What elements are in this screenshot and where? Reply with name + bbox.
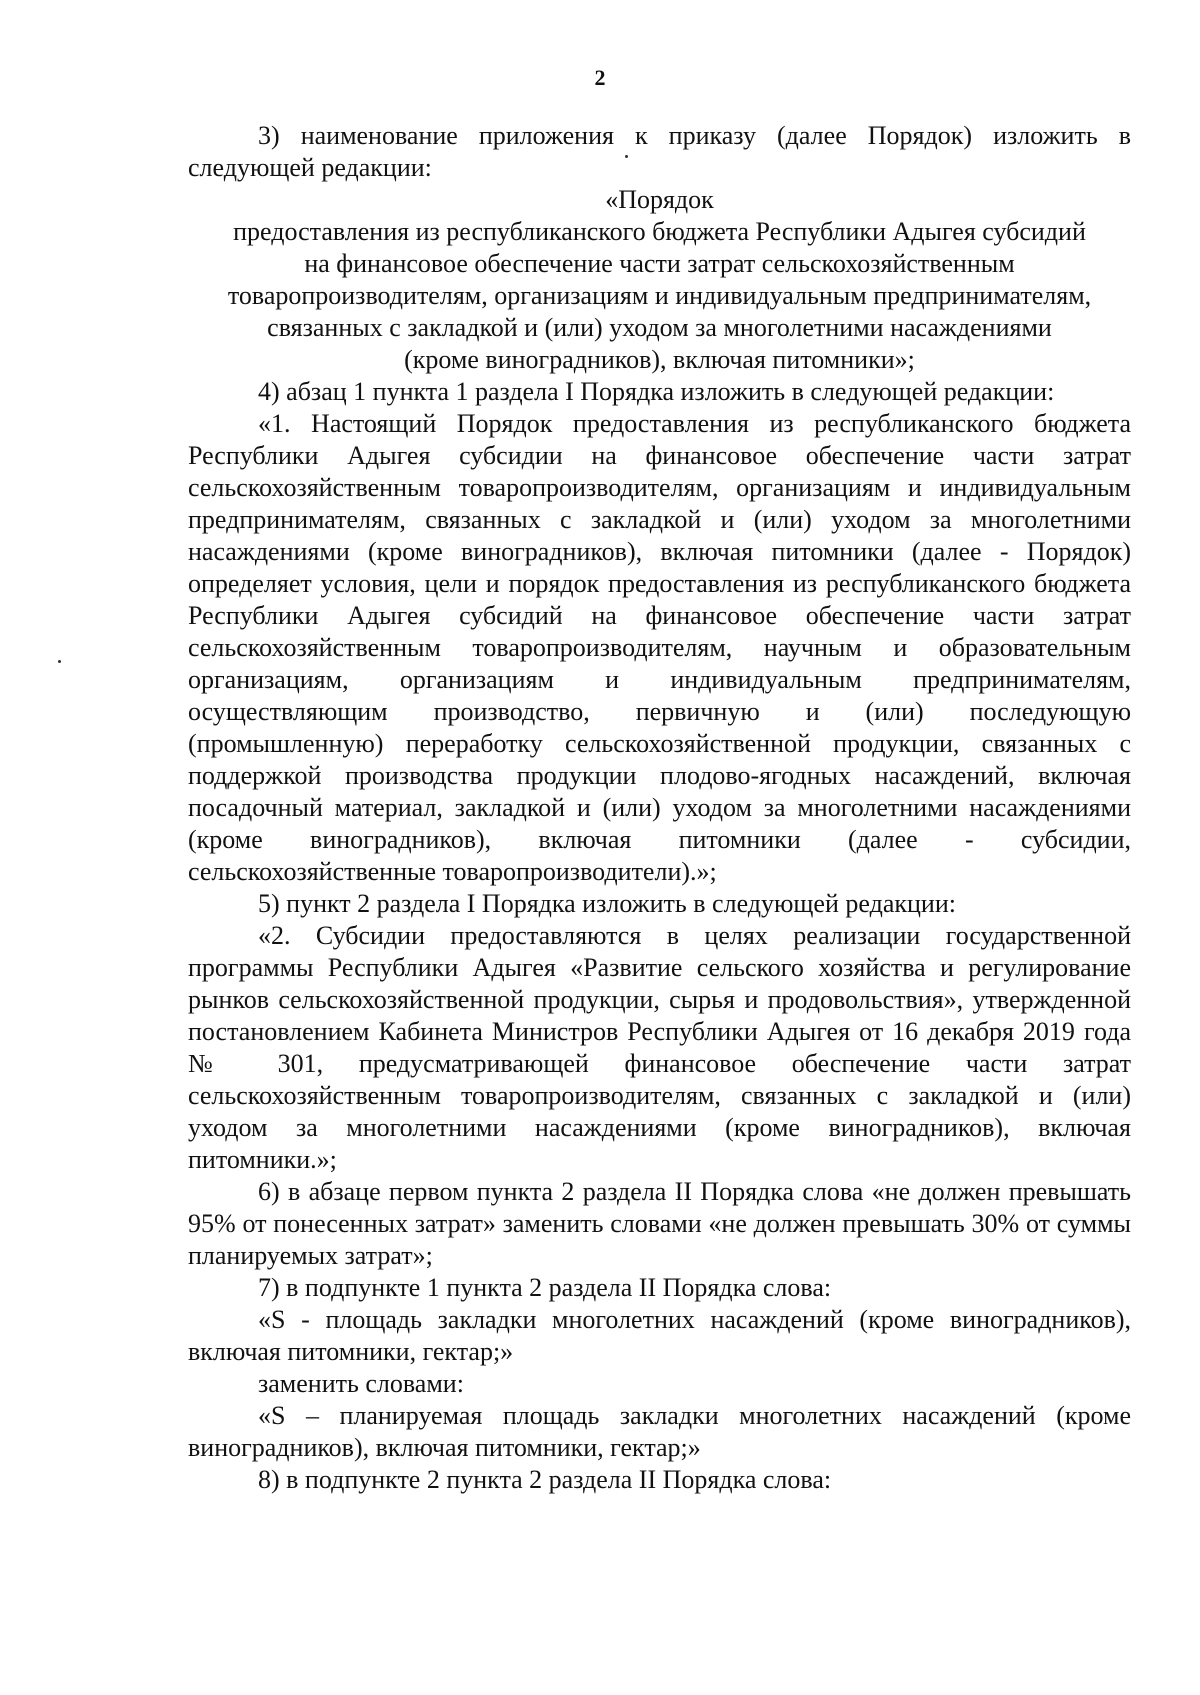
item-7-old-wording: «S - площадь закладки многолетних насаждений (кроме виноградников), включая питомники, гектар;» xyxy=(188,1305,1131,1366)
procedure-title-line-3: товаропроизводителям, организациям и индивидуальным предпринимателям, xyxy=(227,281,1092,310)
item-3-intro: 3) наименование приложения к приказу (далее Порядок) изложить в следующей редакции: xyxy=(188,121,1131,182)
item-8-intro: 8) в подпункте 2 пункта 2 раздела II Порядка слова: xyxy=(258,1465,832,1494)
procedure-title-open: «Порядок xyxy=(605,185,714,214)
item-7-new-wording: «S – планируемая площадь закладки многолетних насаждений (кроме виноградников), включая питомники, гектар;» xyxy=(188,1401,1131,1462)
procedure-title-line-4: связанных с закладкой и (или) уходом за многолетними насаждениями xyxy=(267,313,1052,342)
item-4-text: «1. Настоящий Порядок предоставления из республиканского бюджета Республики Адыгея субсидии на финансовое обеспечение части затрат сельскохозяйственным товаропроизводителям, организациям и индивидуальным предпринимателям, связанных с закладкой и (или) уходом за многолетними насаждениями (кроме виноградников), включая питомники (далее - Порядок) определяет условия, цели и порядок предоставления из республиканского бюджета Республики Адыгея субсидий на финансовое обеспечение части затрат сельскохозяйственным товаропроизводителям, научным и образовательным организациям, организациям и индивидуальным предпринимателям, осуществляющим производство, первичную и (или) последующую (промышленную) переработку сельскохозяйственной продукции, связанных с поддержкой производства продукции плодово-ягодных насаждений, включая посадочный материал, закладкой и (или) уходом за многолетними насаждениями (кроме виноградников), включая питомники (далее - субсидии, сельскохозяйственные товаропроизводители).»; xyxy=(188,409,1131,886)
scan-speck xyxy=(58,660,61,663)
item-7-intro: 7) в подпункте 1 пункта 2 раздела II Порядка слова: xyxy=(258,1273,832,1302)
procedure-title-line-1: предоставления из республиканского бюджета Республики Адыгея субсидий xyxy=(233,217,1086,246)
item-5-intro: 5) пункт 2 раздела I Порядка изложить в следующей редакции: xyxy=(258,889,956,918)
page-number: 2 xyxy=(594,65,606,90)
procedure-title xyxy=(188,184,1131,376)
procedure-title-line-2: на финансовое обеспечение части затрат сельскохозяйственным xyxy=(304,249,1015,278)
item-7-replace-label: заменить словами: xyxy=(258,1369,464,1398)
scan-speck xyxy=(625,155,628,158)
item-6-text: 6) в абзаце первом пункта 2 раздела II Порядка слова «не должен превышать 95% от понесенных затрат» заменить словами «не должен превышать 30% от суммы планируемых затрат»; xyxy=(188,1177,1131,1270)
procedure-title-line-5: (кроме виноградников), включая питомники»; xyxy=(404,345,915,374)
document-body xyxy=(188,120,1131,1496)
item-4-intro: 4) абзац 1 пункта 1 раздела I Порядка изложить в следующей редакции: xyxy=(258,377,1055,406)
item-5-text: «2. Субсидии предоставляются в целях реализации государственной программы Республики Адыгея «Развитие сельского хозяйства и регулирование рынков сельскохозяйственной продукции, сырья и продовольствия», утвержденной постановлением Кабинета Министров Республики Адыгея от 16 декабря 2019 года № 301, предусматривающей финансовое обеспечение части затрат сельскохозяйственным товаропроизводителям, связанных с закладкой и (или) уходом за многолетними насаждениями (кроме виноградников), включая питомники.»; xyxy=(188,921,1131,1174)
